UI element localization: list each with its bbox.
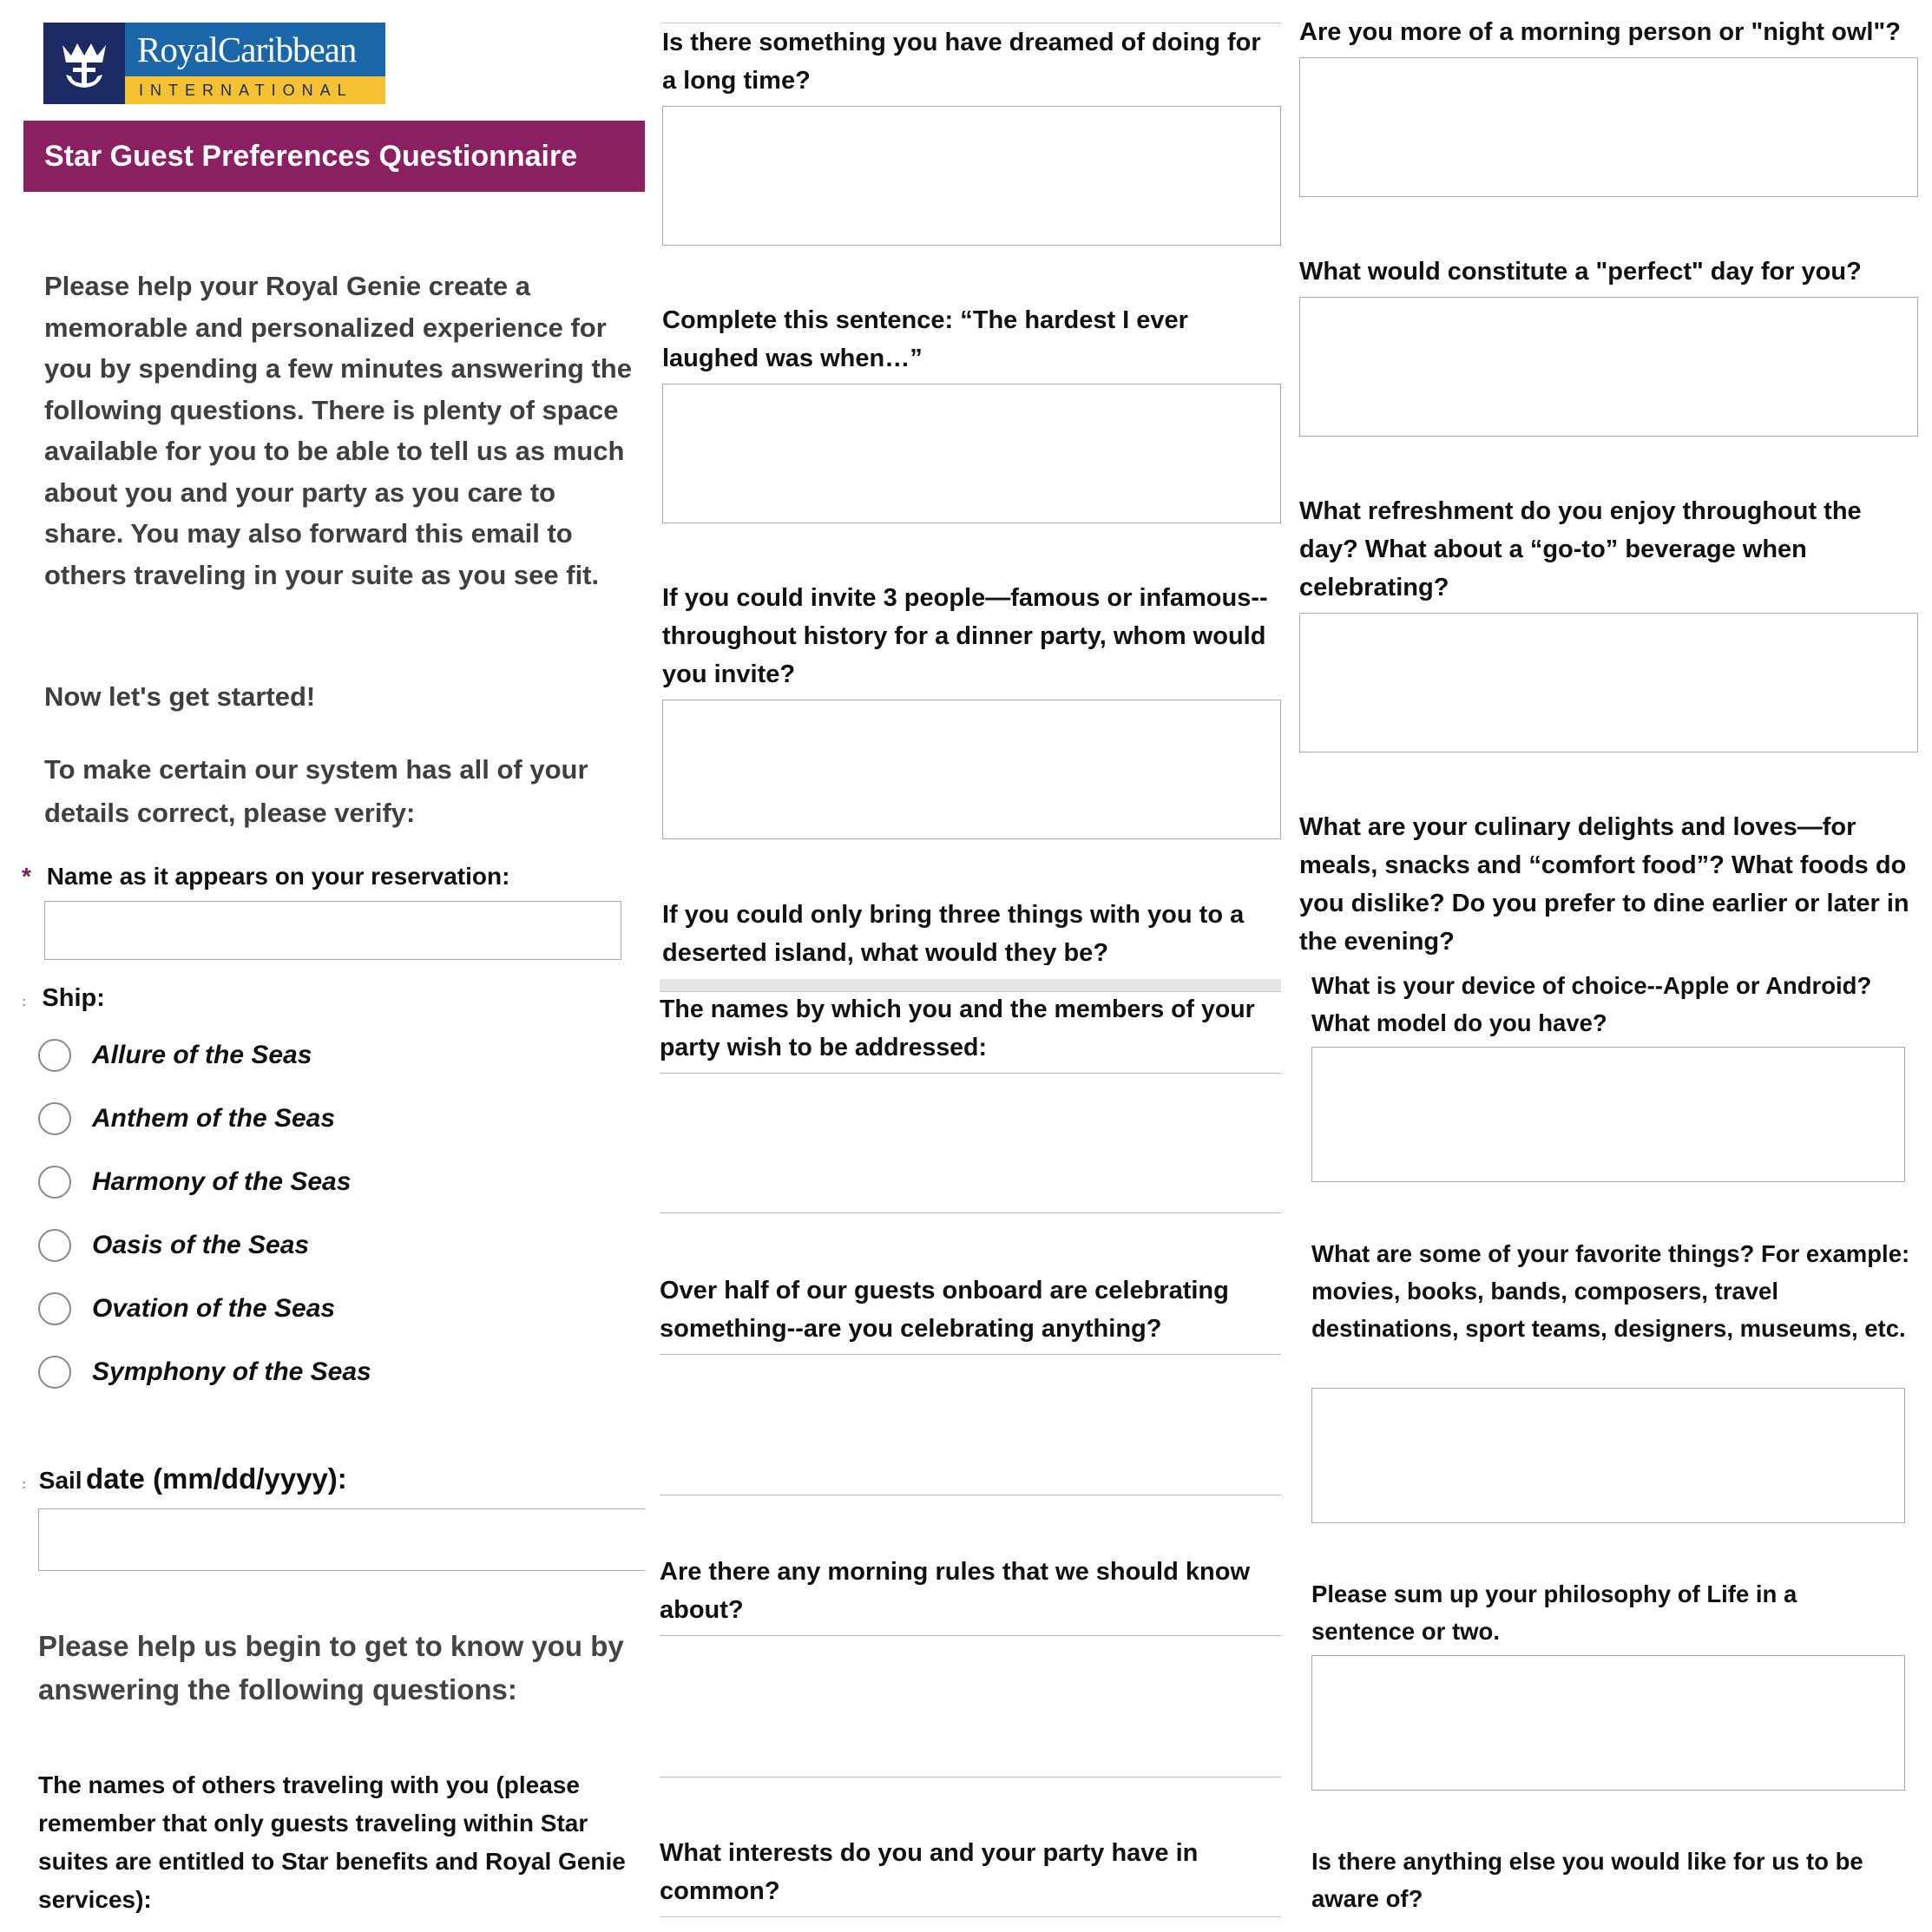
radio-button[interactable] — [38, 1292, 71, 1325]
question-culinary: What are your culinary delights and loves—for meals, snacks and “comfort food”? What foods do you dislike? Do you prefer to dine earlier or later in the evening? — [1299, 813, 1909, 956]
radio-button[interactable] — [38, 1356, 71, 1389]
answer-names-addressed[interactable] — [660, 1073, 1281, 1213]
required-marker-faint: : — [22, 1477, 27, 1492]
name-field-label — [22, 859, 509, 894]
scroll-gap — [660, 979, 1281, 991]
answer-morning-person[interactable] — [1299, 57, 1918, 197]
ship-option-label: Allure of the Seas — [92, 1041, 312, 1069]
sail-date-label — [22, 1460, 347, 1504]
sail-label-large: date (mm/dd/yyyy): — [86, 1462, 347, 1495]
logo-brand-text: RoyalCaribbean — [125, 23, 385, 76]
answer-morning-rules[interactable] — [660, 1635, 1281, 1778]
ship-option-label: Oasis of the Seas — [92, 1231, 310, 1259]
question-philosophy: Please sum up your philosophy of Life in a sentence or two. — [1311, 1580, 1797, 1645]
required-marker: * — [22, 863, 31, 890]
question-favorites: What are some of your favorite things? For example: movies, books, bands, composers, travel destinations, sport teams, designers, museums, etc. — [1311, 1240, 1910, 1342]
ship-field-label — [22, 981, 105, 1020]
question-others-traveling: The names of others traveling with you (please remember that only guests traveling within Star suites are entitled to Star benefits and Royal Genie services): — [38, 1771, 626, 1913]
ship-option-label: Harmony of the Seas — [92, 1167, 352, 1196]
radio-button[interactable] — [38, 1229, 71, 1262]
answer-dreamed[interactable] — [662, 106, 1281, 246]
question-interests: What interests do you and your party have in common? — [660, 1839, 1199, 1905]
ship-option-harmony[interactable] — [38, 1163, 351, 1201]
name-input[interactable] — [44, 901, 621, 960]
ship-option-symphony[interactable] — [38, 1353, 371, 1391]
answer-philosophy[interactable] — [1311, 1655, 1905, 1791]
answer-dinner-party[interactable] — [662, 700, 1281, 839]
logo-sub-text: INTERNATIONAL — [125, 76, 385, 104]
ship-label-text: Ship: — [42, 984, 105, 1012]
answer-perfect-day[interactable] — [1299, 297, 1918, 437]
ship-option-label: Symphony of the Seas — [92, 1357, 371, 1386]
ship-option-allure[interactable] — [38, 1036, 312, 1074]
answer-hardest-laughed[interactable] — [662, 384, 1281, 523]
answer-favorites[interactable] — [1311, 1388, 1905, 1523]
name-label-text: Name as it appears on your reservation: — [46, 863, 510, 890]
question-morning-rules: Are there any morning rules that we should know about? — [660, 1558, 1250, 1624]
question-dinner-party: If you could invite 3 people—famous or infamous--throughout history for a dinner party, whom would you invite? — [662, 584, 1268, 688]
question-device: What is your device of choice--Apple or Android? What model do you have? — [1311, 972, 1872, 1036]
answer-interests-top — [660, 1916, 1281, 1917]
radio-button[interactable] — [38, 1039, 71, 1072]
crown-anchor-icon — [43, 23, 125, 104]
question-names-addressed: The names by which you and the members of your party wish to be addressed: — [660, 996, 1255, 1061]
radio-button[interactable] — [38, 1102, 71, 1135]
answer-celebrating[interactable] — [660, 1354, 1281, 1495]
sail-date-input[interactable] — [38, 1508, 645, 1571]
question-hardest-laughed: Complete this sentence: “The hardest I ever laughed was when…” — [662, 306, 1188, 372]
answer-refreshment[interactable] — [1299, 613, 1918, 752]
royal-caribbean-logo — [43, 23, 385, 104]
question-perfect-day: What would constitute a "perfect" day for you? — [1299, 258, 1862, 286]
page-title: Star Guest Preferences Questionnaire — [23, 121, 645, 192]
get-to-know-heading: Please help us begin to get to know you by answering the following questions: — [38, 1630, 624, 1705]
intro-paragraph: Please help your Royal Genie create a memorable and personalized experience for you by spending a few minutes answering the following questions. There is plenty of space available for you to be able to tell us as much about you and your party as you care to share. You may also forward this email to others traveling in your suite as you see fit. — [44, 271, 632, 590]
required-marker-faint: : — [22, 995, 27, 1009]
question-morning-person: Are you more of a morning person or "night owl"? — [1299, 18, 1901, 46]
intro-verify: To make certain our system has all of your details correct, please verify: — [44, 754, 588, 828]
ship-option-ovation[interactable] — [38, 1290, 335, 1328]
ship-option-label: Ovation of the Seas — [92, 1294, 336, 1323]
question-anything-else: Is there anything else you would like for us to be aware of? — [1311, 1848, 1863, 1912]
question-dreamed: Is there something you have dreamed of doing for a long time? — [662, 29, 1261, 95]
intro-start: Now let's get started! — [44, 681, 316, 712]
radio-button[interactable] — [38, 1166, 71, 1199]
question-celebrating: Over half of our guests onboard are celebrating something--are you celebrating anything? — [660, 1277, 1229, 1343]
answer-device[interactable] — [1311, 1047, 1905, 1182]
ship-option-oasis[interactable] — [38, 1226, 309, 1265]
question-refreshment: What refreshment do you enjoy throughout the day? What about a “go-to” beverage when celebrating? — [1299, 497, 1862, 601]
question-deserted-island: If you could only bring three things with you to a deserted island, what would they be? — [662, 901, 1245, 965]
ship-option-anthem[interactable] — [38, 1100, 335, 1138]
sail-label-small: Sail — [38, 1467, 82, 1494]
ship-option-label: Anthem of the Seas — [92, 1104, 336, 1133]
